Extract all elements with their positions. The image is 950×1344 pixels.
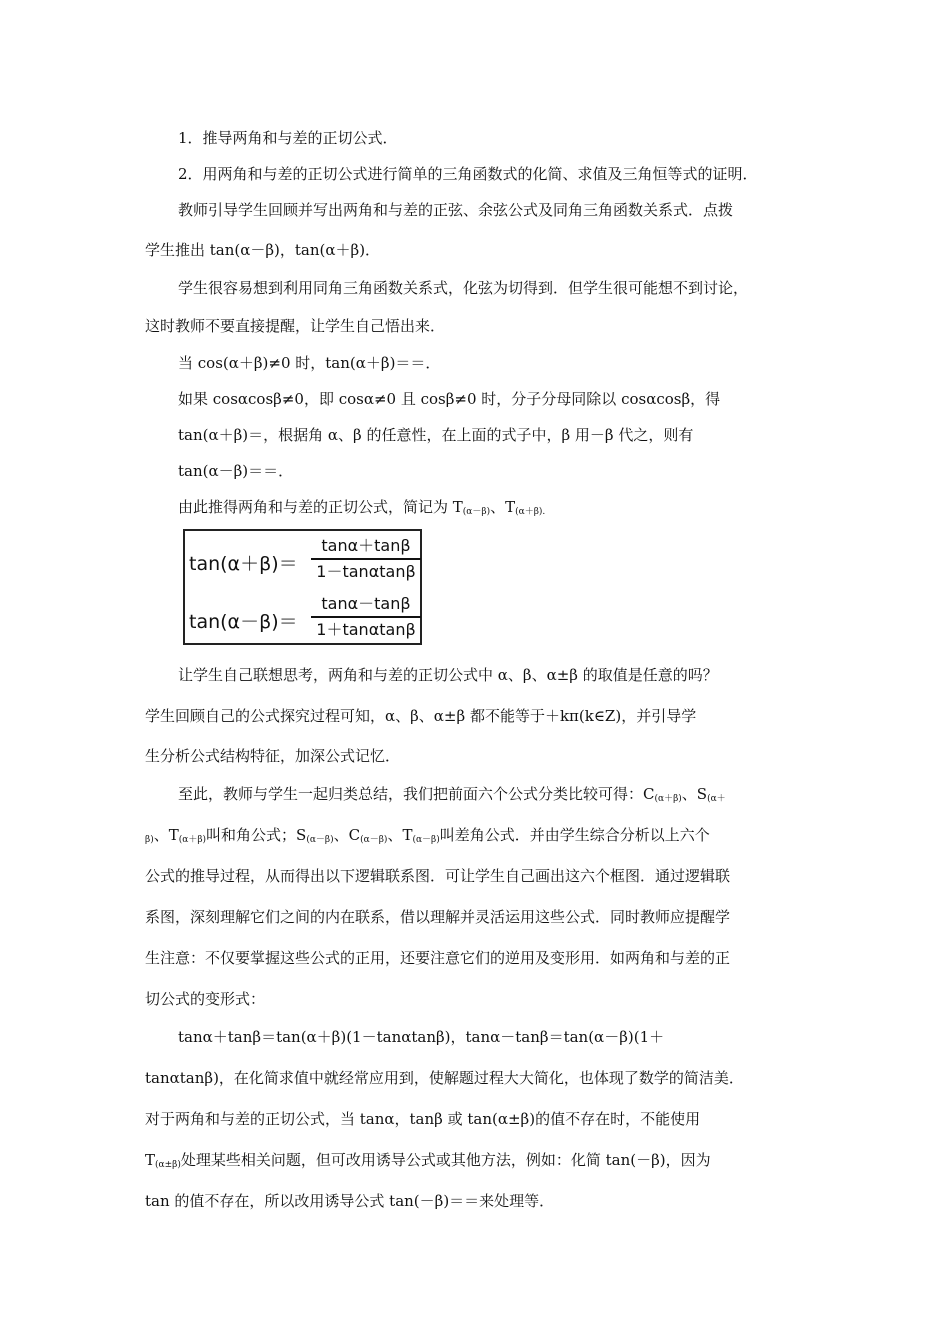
objective-2: 2．用两角和与差的正切公式进行简单的三角函数式的化简、求值及三角恒等式的证明． bbox=[178, 165, 758, 183]
para3-line3: 生分析公式结构特征，加深公式记忆． bbox=[145, 747, 401, 765]
para4-l2-t1: 、T bbox=[153, 826, 179, 844]
summary-text: 由此推得两角和与差的正切公式，简记为 T bbox=[178, 498, 463, 516]
para5-line2: tanαtanβ)，在化简求值中就经常应用到，使解题过程大大简化，也体现了数学的简洁美． bbox=[145, 1069, 744, 1087]
para4-l1-s: 、S bbox=[681, 785, 708, 803]
para4-l2-t3: 、C bbox=[333, 826, 361, 844]
formula-plus-denominator: 1－tanαtanβ bbox=[316, 562, 416, 581]
formula-minus-denominator: 1＋tanαtanβ bbox=[316, 620, 416, 639]
summary-sep: 、T bbox=[490, 498, 516, 516]
para5-l4-t1: 处理某些相关问题，但可改用诱导公式或其他方法，例如：化简 tan(－β)，因为 bbox=[180, 1151, 711, 1169]
objective-1: 1．推导两角和与差的正切公式． bbox=[178, 129, 398, 147]
para5-l4-t0: T bbox=[145, 1151, 156, 1169]
formula-plus-lhs: tan(α＋β)＝ bbox=[189, 553, 298, 575]
summary-line bbox=[178, 497, 545, 522]
tangent-formula-box bbox=[183, 529, 422, 645]
para3-line2: 学生回顾自己的公式探究过程可知，α、β、α±β 都不能等于＋kπ(k∈Z)，并引导学 bbox=[145, 707, 697, 725]
para4-l2-sub0: β) bbox=[145, 835, 154, 845]
para4-l2-t4: 、T bbox=[387, 826, 413, 844]
para4-l2-sub4: (α－β) bbox=[412, 835, 440, 845]
formula-minus bbox=[189, 593, 421, 645]
para1-line1: 教师引导学生回顾并写出两角和与差的正弦、余弦公式及同角三角函数关系式．点拨 bbox=[178, 201, 734, 219]
para5-line1: tanα＋tanβ＝tan(α＋β)(1－tanαtanβ)，tanα－tanβ＝tan(α－β)(1＋ bbox=[178, 1028, 665, 1046]
para4-line2 bbox=[145, 825, 710, 850]
para4-l2-t2: 叫和角公式；S bbox=[206, 826, 307, 844]
para4-l1-sub1: (α＋β) bbox=[654, 794, 682, 804]
fraction-bar bbox=[311, 558, 421, 560]
para4-l1-sub2: (α＋ bbox=[707, 794, 726, 804]
para5-line3: 对于两角和与差的正切公式，当 tanα，tanβ 或 tan(α±β)的值不存在时，不能使用 bbox=[145, 1110, 701, 1128]
para4-l2-t5: 叫差角公式．并由学生综合分析以上六个 bbox=[439, 826, 710, 844]
formula-minus-fraction bbox=[311, 593, 421, 641]
formula-minus-numerator: tanα－tanβ bbox=[321, 594, 411, 613]
formula-minus-lhs: tan(α－β)＝ bbox=[189, 611, 298, 633]
para5-line4 bbox=[145, 1150, 711, 1175]
formula-plus bbox=[189, 535, 421, 587]
derivation-line2: 如果 cosαcosβ≠0，即 cosα≠0 且 cosβ≠0 时，分子分母同除以 cosαcosβ，得 bbox=[178, 390, 721, 408]
formula-plus-fraction bbox=[311, 535, 421, 583]
para3-line1: 让学生自己联想思考，两角和与差的正切公式中 α、β、α±β 的取值是任意的吗？ bbox=[178, 666, 718, 684]
summary-sub1: (α－β) bbox=[462, 507, 491, 517]
para4-line3: 公式的推导过程，从而得出以下逻辑联系图．可让学生自己画出这六个框图．通过逻辑联 bbox=[145, 867, 731, 885]
derivation-line3: tan(α＋β)＝，根据角 α、β 的任意性，在上面的式子中，β 用－β 代之，则有 bbox=[178, 426, 694, 444]
para1-line2: 学生推出 tan(α－β)，tan(α＋β)． bbox=[145, 241, 381, 259]
para4-line6: 切公式的变形式： bbox=[145, 990, 266, 1008]
summary-sub2: (α＋β) bbox=[515, 507, 543, 517]
para4-line5: 生注意：不仅要掌握这些公式的正用，还要注意它们的逆用及变形用．如两角和与差的正 bbox=[145, 949, 731, 967]
summary-end: . bbox=[542, 507, 546, 517]
derivation-line4: tan(α－β)＝＝． bbox=[178, 462, 294, 480]
formula-plus-numerator: tanα＋tanβ bbox=[321, 536, 411, 555]
para2-line2: 这时教师不要直接提醒，让学生自己悟出来． bbox=[145, 317, 446, 335]
para5-l4-sub: (α±β) bbox=[155, 1160, 181, 1170]
fraction-bar bbox=[311, 616, 421, 618]
para4-l2-sub2: (α－β) bbox=[306, 835, 334, 845]
para4-l2-sub1: (α＋β) bbox=[178, 835, 207, 845]
para4-line1 bbox=[178, 784, 726, 809]
para4-line4: 系图，深刻理解它们之间的内在联系，借以理解并灵活运用这些公式．同时教师应提醒学 bbox=[145, 908, 731, 926]
derivation-line1: 当 cos(α＋β)≠0 时，tan(α＋β)＝＝． bbox=[178, 354, 441, 372]
para5-line5: tan 的值不存在，所以改用诱导公式 tan(－β)＝＝来处理等． bbox=[145, 1192, 555, 1210]
para4-l2-sub3: (α－β) bbox=[360, 835, 388, 845]
para2-line1: 学生很容易想到利用同角三角函数关系式，化弦为切得到．但学生很可能想不到讨论， bbox=[178, 279, 749, 297]
para4-l1-text: 至此，教师与学生一起归类总结，我们把前面六个公式分类比较可得：C bbox=[178, 785, 655, 803]
